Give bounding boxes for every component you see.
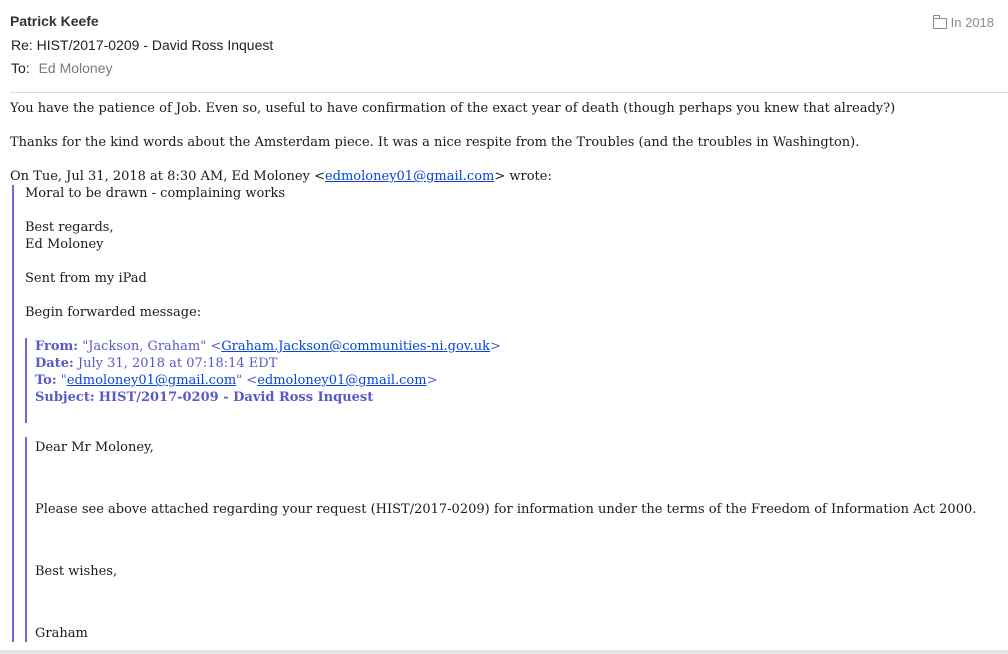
quote-line: Best regards, [25,220,114,235]
email-link[interactable]: Graham.Jackson@communities-ni.gov.uk [221,339,490,354]
message-body [10,100,1000,642]
letter-greeting: Dear Mr Moloney, [35,440,154,455]
email-link[interactable]: edmoloney01@gmail.com [324,169,495,184]
forwarded-headers [25,338,1000,423]
email-link[interactable]: edmoloney01@gmail.com [66,373,237,388]
forward-from: From: "Jackson, Graham" <Graham.Jackson@communities-ni.gov.uk> [35,339,501,354]
folder-icon [933,18,947,29]
letter-closing: Best wishes, [35,564,118,579]
mailbox-name: In 2018 [950,15,994,30]
mailbox-indicator[interactable] [933,15,994,30]
forward-date: Date: July 31, 2018 at 07:18:14 EDT [35,356,278,371]
forward-subject: Subject: HIST/2017-0209 - David Ross Inquest [35,390,374,405]
body-paragraph: You have the patience of Job. Even so, useful to have confirmation of the exact year of death (though perhaps you knew that already?) [10,101,896,116]
email-link[interactable]: edmoloney01@gmail.com [257,373,427,388]
quote-line: Begin forwarded message: [25,305,202,320]
letter-signature: Graham [35,626,88,641]
to-label: To: [11,60,30,76]
recipient-name[interactable]: Ed Moloney [38,60,113,76]
message-header [0,0,1008,92]
forwarded-letter [25,437,1000,642]
recipient-row [11,60,113,76]
quote-line: Moral to be drawn - complaining works [25,186,286,201]
header-divider [10,92,1008,93]
quoted-message [12,185,1000,642]
bottom-edge [0,650,1008,654]
quote-attribution: On Tue, Jul 31, 2018 at 8:30 AM, Ed Moloney <edmoloney01@gmail.com> wrote: [10,169,552,184]
quote-line: Sent from my iPad [25,271,147,286]
forward-to: To: "edmoloney01@gmail.com" <edmoloney01@gmail.com> [35,373,438,388]
quote-line: Ed Moloney [25,237,104,252]
body-paragraph: Thanks for the kind words about the Amsterdam piece. It was a nice respite from the Troubles (and the troubles in Washington). [10,135,860,150]
message-subject: Re: HIST/2017-0209 - David Ross Inquest [11,37,274,53]
letter-content: Please see above attached regarding your request (HIST/2017-0209) for information under the terms of the Freedom of Information Act 2000. [35,502,977,517]
sender-name[interactable]: Patrick Keefe [10,13,99,29]
